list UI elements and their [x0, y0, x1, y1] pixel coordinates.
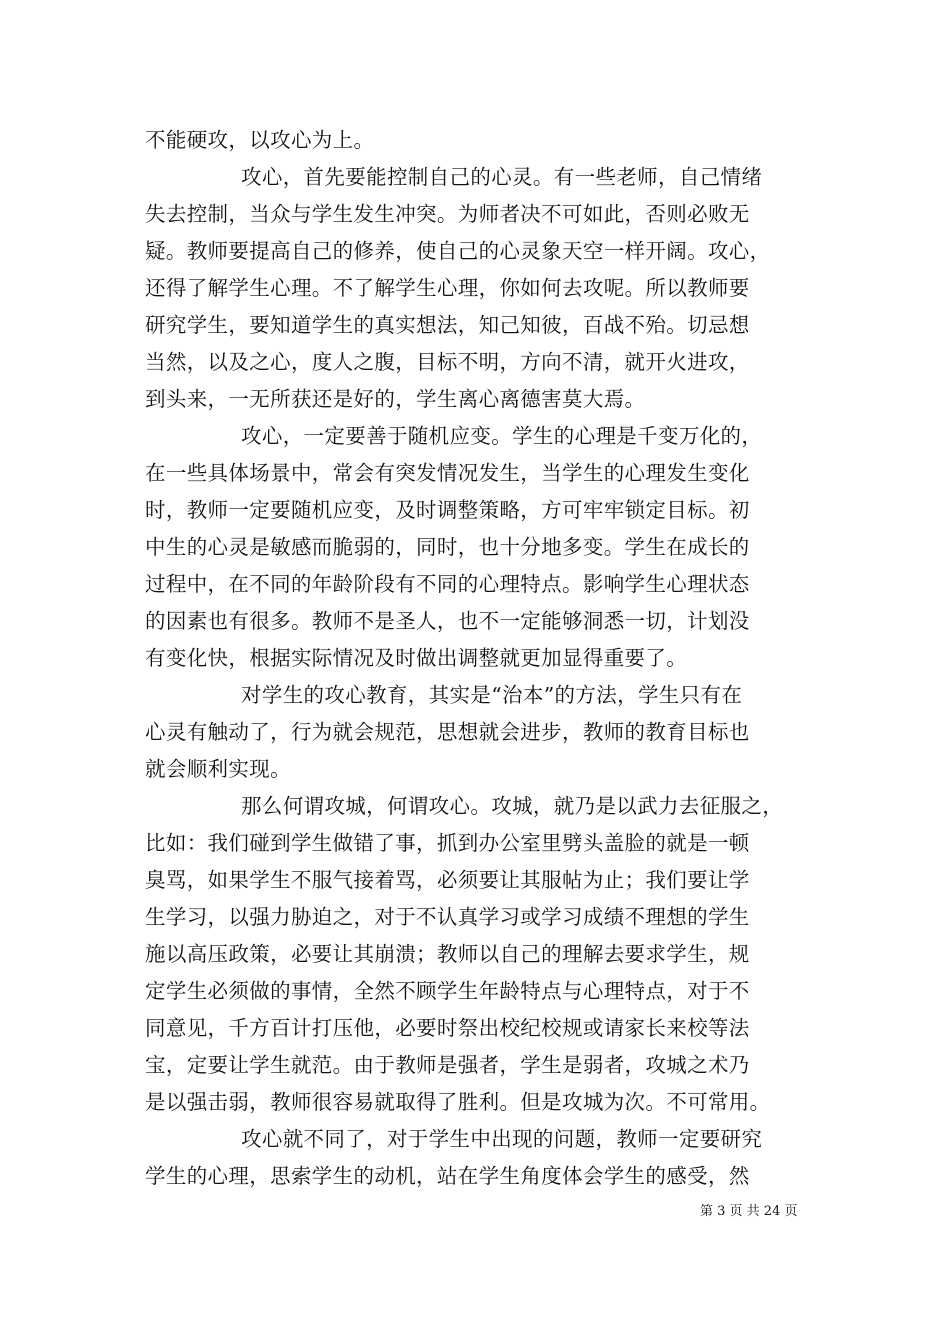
text-line: 攻心，首先要能控制自己的心灵。有一些老师，自己情绪	[241, 165, 763, 189]
text-line: 在一些具体场景中，常会有突发情况发生，当学生的心理发生变化	[145, 461, 750, 485]
text-line: 比如：我们碰到学生做错了事，抓到办公室里劈头盖脸的就是一顿	[145, 831, 750, 855]
text-line: 生学习，以强力胁迫之，对于不认真学习或学习成绩不理想的学生	[145, 905, 750, 929]
text-line: 的因素也有很多。教师不是圣人，也不一定能够洞悉一切，计划没	[145, 609, 750, 633]
text-line: 有变化快，根据实际情况及时做出调整就更加显得重要了。	[145, 646, 688, 670]
text-line: 研究学生，要知道学生的真实想法，知己知彼，百战不殆。切忌想	[145, 313, 750, 337]
text-line: 疑。教师要提高自己的修养，使自己的心灵象天空一样开阔。攻心，	[145, 239, 771, 263]
text-line: 还得了解学生心理。不了解学生心理，你如何去攻呢。所以教师要	[145, 276, 750, 300]
text-line: 当然，以及之心，度人之腹，目标不明，方向不清，就开火进攻，	[145, 350, 750, 374]
text-line: 不能硬攻，以攻心为上。	[145, 128, 375, 152]
text-line: 宝，定要让学生就范。由于教师是强者，学生是弱者，攻城之术乃	[145, 1053, 750, 1077]
text-line: 心灵有触动了，行为就会规范，思想就会进步，教师的教育目标也	[145, 720, 750, 744]
text-line: 臭骂，如果学生不服气接着骂，必须要让其服帖为止；我们要让学	[145, 868, 750, 892]
body-text	[145, 122, 810, 1195]
text-line: 是以强击弱，教师很容易就取得了胜利。但是攻城为次。不可常用。	[145, 1090, 771, 1114]
text-line: 就会顺利实现。	[145, 757, 291, 781]
text-line: 中生的心灵是敏感而脆弱的，同时，也十分地多变。学生在成长的	[145, 535, 750, 559]
text-line: 同意见，千方百计打压他，必要时祭出校纪校规或请家长来校等法	[145, 1016, 750, 1040]
text-line: 定学生必须做的事情，全然不顾学生年龄特点与心理特点，对于不	[145, 979, 750, 1003]
text-line: 对学生的攻心教育，其实是“治本”的方法，学生只有在	[241, 683, 743, 707]
text-line: 攻心就不同了，对于学生中出现的问题，教师一定要研究	[241, 1127, 763, 1151]
text-line: 那么何谓攻城，何谓攻心。攻城，就乃是以武力去征服之，	[241, 794, 784, 818]
text-line: 失去控制，当众与学生发生冲突。为师者决不可如此，否则必败无	[145, 202, 750, 226]
text-line: 学生的心理，思索学生的动机，站在学生角度体会学生的感受，然	[145, 1164, 750, 1188]
page-number: 第 3 页 共 24 页	[700, 1204, 798, 1219]
text-line: 时，教师一定要随机应变，及时调整策略，方可牢牢锁定目标。初	[145, 498, 750, 522]
text-line: 施以高压政策，必要让其崩溃；教师以自己的理解去要求学生，规	[145, 942, 750, 966]
text-line: 过程中，在不同的年龄阶段有不同的心理特点。影响学生心理状态	[145, 572, 750, 596]
text-line: 到头来，一无所获还是好的，学生离心离德害莫大焉。	[145, 387, 646, 411]
text-line: 攻心，一定要善于随机应变。学生的心理是千变万化的，	[241, 424, 763, 448]
